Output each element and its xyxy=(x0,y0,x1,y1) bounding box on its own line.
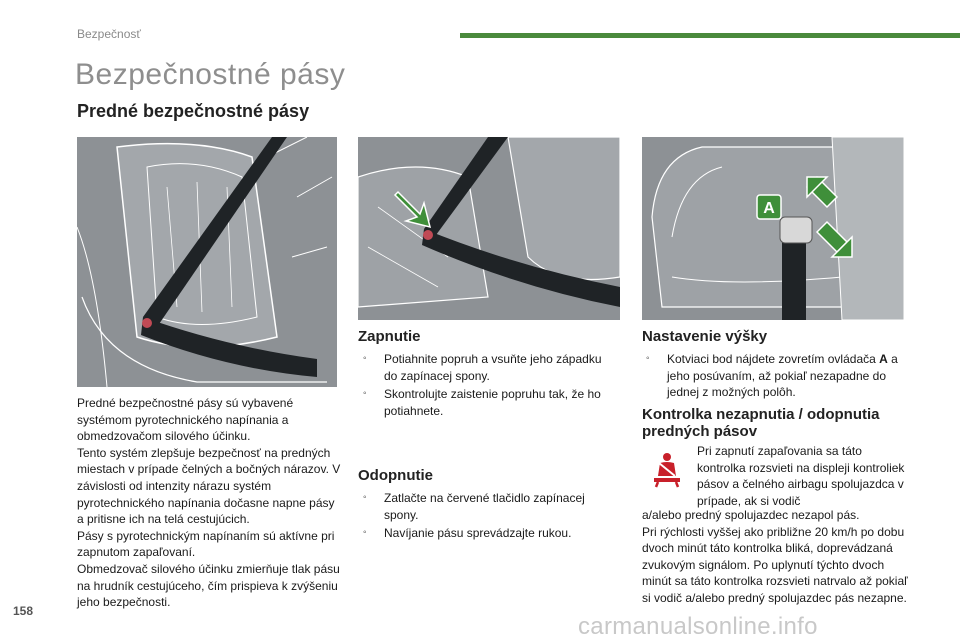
section-title: Predné bezpečnostné pásy xyxy=(77,101,310,121)
intro-line: Predné bezpečnostné pásy sú vybavené systémom pyrotechnického napínania a obmedzovačom silového účinku. xyxy=(77,396,294,444)
odopnutie-list xyxy=(362,490,612,544)
seatbelt-overview-illustration xyxy=(77,137,337,387)
header-accent-bar xyxy=(460,33,960,38)
bullet-marker-icon: ◦ xyxy=(363,353,367,364)
nastavenie-heading: Nastavenie výšky xyxy=(642,328,768,345)
list-item: ◦ Zatlačte na červené tlačidlo zapínacej spony. xyxy=(363,491,585,522)
intro-text xyxy=(77,395,342,611)
kontrolka-heading: Kontrolka nezapnutia / odopnutia predných pásov xyxy=(642,406,880,440)
bullet-marker-icon: ◦ xyxy=(363,492,367,503)
running-header: Bezpečnosť xyxy=(77,27,141,41)
list-item: ◦ Navíjanie pásu sprevádzajte rukou. xyxy=(363,526,572,541)
list-item: ◦ Kotviaci bod nájdete zovretím ovládača A a jeho posúvaním, až pokiaľ nezapadne do jednej z možných polôh. xyxy=(646,352,898,400)
list-item: ◦ Potiahnite popruh a vsuňte jeho západku do zapínacej spony. xyxy=(363,352,602,383)
intro-line: Obmedzovač silového účinku zmierňuje tlak pásu na hrudník cestujúceho, čím prispieva k zvýšeniu jeho bezpečnosti. xyxy=(77,561,340,610)
page-title: Bezpečnostné pásy xyxy=(75,58,346,91)
watermark: carmanualsonline.info xyxy=(578,613,818,640)
kontrolka-text-indented: Pri zapnutí zapaľovania sa táto kontrolka rozsvieti na displeji kontroliek pásov a čelného airbagu spolujazdca v prípade, ak si vodič xyxy=(697,444,905,508)
intro-line: Pásy s pyrotechnickým napínaním sú aktívne pri zapnutom zapaľovaní. xyxy=(77,528,335,560)
bullet-marker-icon: ◦ xyxy=(363,527,367,539)
zapnutie-list xyxy=(362,351,612,421)
label-a: A xyxy=(763,200,775,217)
zapnutie-heading: Zapnutie xyxy=(358,328,421,345)
odopnutie-heading: Odopnutie xyxy=(358,467,433,484)
height-adjustment-illustration xyxy=(642,137,904,320)
kontrolka-text: a/alebo predný spolujazdec nezapol pás. Pri rýchlosti vyššej ako približne 20 km/h po dobu dvoch minút táto kontrolka bliká, doprevádzaná zvukovým signálom. Po uplynutí týchto dvoch minút sa táto kontrolka rozsvieti natrvalo až pokiaľ si vodič a/alebo predný spolujazdec pás nezapne. xyxy=(642,508,908,605)
nastavenie-list xyxy=(645,351,907,403)
intro-line: Tento systém zlepšuje bezpečnosť na predných miestach v prípade čelných a bočných nárazov. V závislosti od intenzity nárazu systém pyrotechnického napínania dočasne napne pásy a pritisne ich na telá cestujúcich. xyxy=(77,445,341,527)
page-number: 158 xyxy=(13,604,34,618)
buckling-illustration xyxy=(358,137,620,320)
bullet-marker-icon: ◦ xyxy=(646,353,650,364)
bullet-marker-icon: ◦ xyxy=(363,388,367,400)
list-item: ◦ Skontrolujte zaistenie popruhu tak, že ho potiahnete. xyxy=(363,387,601,418)
seatbelt-warning-icon xyxy=(650,452,684,488)
